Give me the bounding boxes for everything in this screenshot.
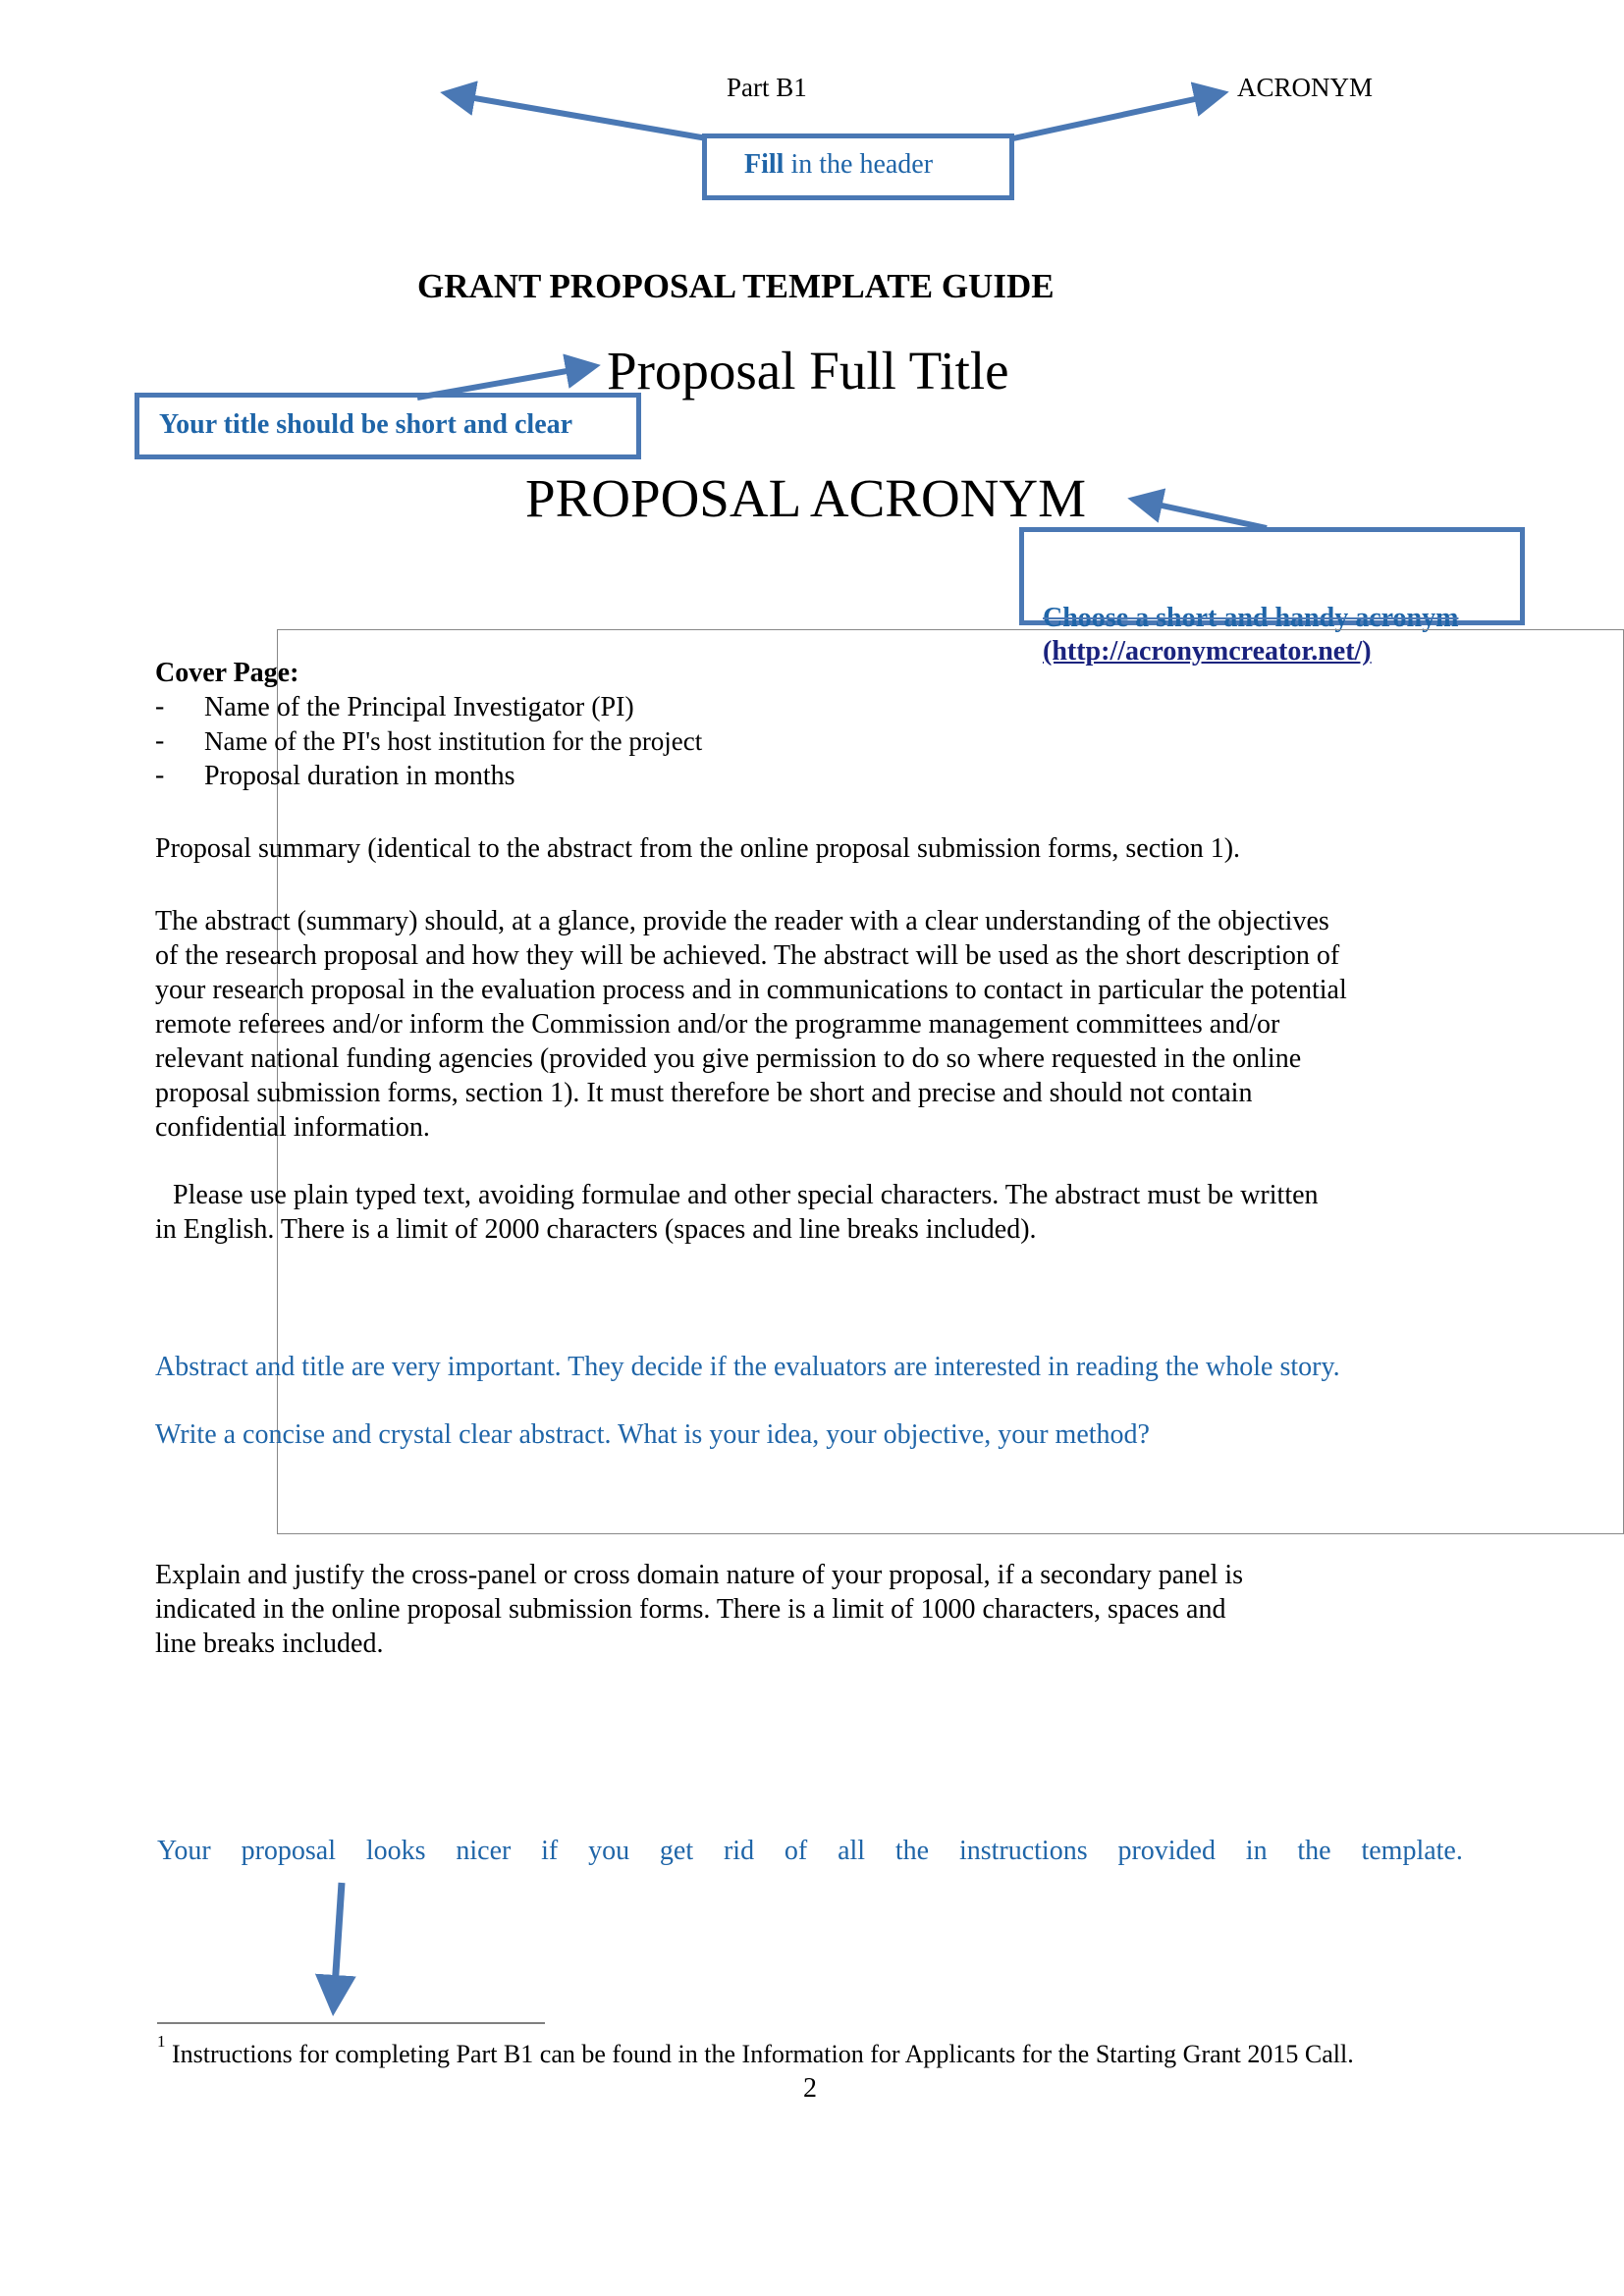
- footnote-mark: 1: [157, 2032, 166, 2051]
- plain-text-line: in English. There is a limit of 2000 characters (spaces and line breaks included).: [155, 1214, 1037, 1245]
- blue-note-concise: Write a concise and crystal clear abstract. What is your idea, your objective, your method?: [155, 1419, 1150, 1450]
- cover-bullet: -: [155, 725, 165, 756]
- instructions-note: [157, 1836, 1463, 1867]
- acronym-hint-text: Choose a short and handy acronym: [1043, 603, 1459, 633]
- abstract-line: proposal submission forms, section 1). It must therefore be short and precise and should not contain: [155, 1078, 1253, 1108]
- abstract-line: relevant national funding agencies (provided you give permission to do so where requested in the online: [155, 1043, 1302, 1074]
- instructions-word: you: [588, 1836, 630, 1866]
- arrow-to-acronym: [1139, 501, 1267, 528]
- cover-bullet: -: [155, 760, 165, 790]
- instructions-word: of: [784, 1836, 808, 1866]
- abstract-line: The abstract (summary) should, at a glance, provide the reader with a clear understanding of the objectives: [155, 906, 1329, 936]
- arrow-to-header-right: [1013, 94, 1218, 138]
- instructions-word: template.: [1361, 1836, 1463, 1866]
- plain-text-line: Please use plain typed text, avoiding formulae and other special characters. The abstract must be written: [173, 1180, 1319, 1210]
- arrow-to-footnote: [334, 1883, 342, 2002]
- fill-header-callout: [702, 133, 1014, 200]
- fill-header-rest: in the header: [784, 149, 934, 180]
- page-number: 2: [803, 2073, 817, 2104]
- instructions-word: get: [659, 1836, 694, 1866]
- title-hint-callout: [135, 393, 641, 459]
- instructions-word: proposal: [241, 1836, 337, 1866]
- abstract-line: of the research proposal and how they will be achieved. The abstract will be used as the short description of: [155, 940, 1340, 971]
- instructions-word: all: [838, 1836, 866, 1866]
- instructions-word: the: [894, 1836, 930, 1866]
- cover-item-pi-name: Name of the Principal Investigator (PI): [204, 692, 634, 722]
- header-left: Part B1: [727, 73, 807, 102]
- instructions-word: the: [1297, 1836, 1331, 1866]
- cross-panel-line: Explain and justify the cross-panel or cross domain nature of your proposal, if a secondary panel is: [155, 1560, 1244, 1590]
- cross-panel-line: line breaks included.: [155, 1629, 384, 1659]
- instructions-word: Your: [157, 1836, 211, 1866]
- abstract-line: confidential information.: [155, 1112, 430, 1143]
- abstract-paragraph: [155, 904, 1347, 1145]
- instructions-word: if: [541, 1836, 559, 1866]
- proposal-summary-line: Proposal summary (identical to the abstract from the online proposal submission forms, section 1).: [155, 833, 1241, 864]
- instructions-word: looks: [365, 1836, 426, 1866]
- instructions-word: rid: [723, 1836, 755, 1866]
- footnote-text: Instructions for completing Part B1 can be found in the Information for Applicants for the Starting Grant 2015 Call.: [172, 2040, 1354, 2068]
- proposal-acronym: PROPOSAL ACRONYM: [525, 468, 1087, 528]
- title-hint-text: Your title should be short and clear: [159, 409, 573, 440]
- cover-item-host-institution: Name of the PI's host institution for the project: [204, 726, 703, 756]
- blue-note-importance: Abstract and title are very important. They decide if the evaluators are interested in reading the whole story.: [155, 1352, 1340, 1382]
- cross-panel-paragraph: [155, 1558, 1243, 1661]
- instructions-word: provided: [1117, 1836, 1216, 1866]
- guide-title: GRANT PROPOSAL TEMPLATE GUIDE: [417, 267, 1055, 305]
- proposal-full-title: Proposal Full Title: [607, 341, 1009, 400]
- cover-item-duration: Proposal duration in months: [204, 761, 515, 791]
- instructions-word: instructions: [958, 1836, 1088, 1866]
- plain-text-paragraph: [155, 1178, 1319, 1247]
- arrow-to-header-left: [452, 94, 707, 138]
- abstract-line: remote referees and/or inform the Commission and/or the programme management committees and/or: [155, 1009, 1280, 1040]
- fill-header-bold: Fill: [744, 149, 785, 180]
- instructions-word: nicer: [456, 1836, 512, 1866]
- cover-bullet: -: [155, 691, 165, 721]
- cross-panel-line: indicated in the online proposal submission forms. There is a limit of 1000 characters, spaces and: [155, 1594, 1226, 1625]
- cover-page-heading: Cover Page:: [155, 658, 299, 688]
- acronym-creator-link[interactable]: (http://acronymcreator.net/): [1043, 636, 1372, 667]
- instructions-word: in: [1245, 1836, 1268, 1866]
- abstract-line: your research proposal in the evaluation process and in communications to contact in particular the potential: [155, 975, 1347, 1005]
- header-right: ACRONYM: [1237, 73, 1374, 102]
